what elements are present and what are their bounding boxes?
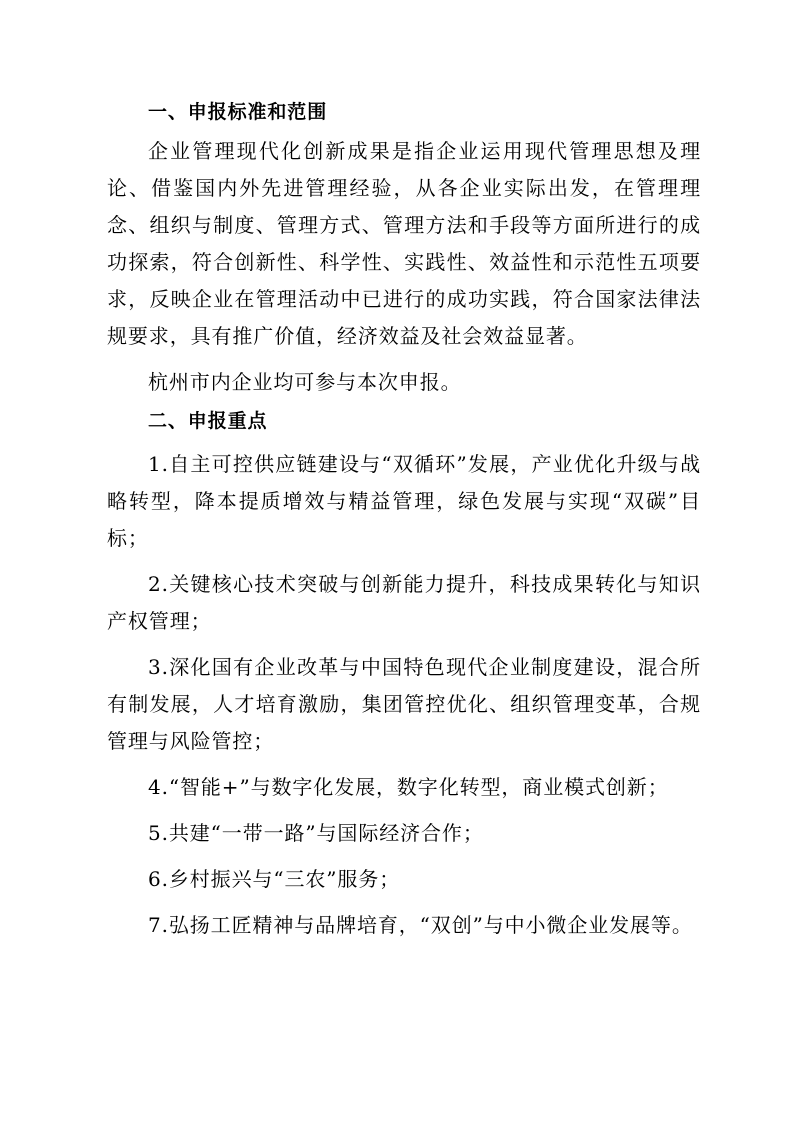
list-item-7: 7.弘扬工匠精神与品牌培育，“双创”与中小微企业发展等。 [148, 913, 693, 937]
paragraph-eligibility: 杭州市内企业均可参与本次申报。 [148, 370, 462, 394]
list-item-1: 1.自主可控供应链建设与“双循环”发展，产业优化升级与战略转型，降本提质增效与精益管理，绿色发展与实现“双碳”目标； [107, 452, 701, 550]
document-body [107, 94, 701, 944]
paragraph-definition: 企业管理现代化创新成果是指企业运用现代管理思想及理论、借鉴国内外先进管理经验，从各企业实际出发，在管理理念、组织与制度、管理方式、管理方法和手段等方面所进行的成功探索，符合创新性、科学性、实践性、效益性和示范性五项要求，反映企业在管理活动中已进行的成功实践，符合国家法律法规要求，具有推广价值，经济效益及社会效益显著。 [107, 139, 701, 348]
list-item-3: 3.深化国有企业改革与中国特色现代企业制度建设，混合所有制发展，人才培育激励，集团管控优化、组织管理变革，合规管理与风险管控； [107, 655, 701, 753]
section-heading-application-criteria: 一、申报标准和范围 [148, 101, 328, 123]
list-item-6: 6.乡村振兴与“三农”服务； [148, 867, 401, 891]
list-item-2: 2.关键核心技术突破与创新能力提升，科技成果转化与知识产权管理； [107, 572, 701, 633]
list-item-5: 5.共建“一带一路”与国际经济合作； [148, 821, 484, 845]
list-item-4: 4.“智能+”与数字化发展，数字化转型，商业模式创新； [148, 775, 669, 799]
section-heading-application-focus: 二、申报重点 [148, 410, 268, 432]
